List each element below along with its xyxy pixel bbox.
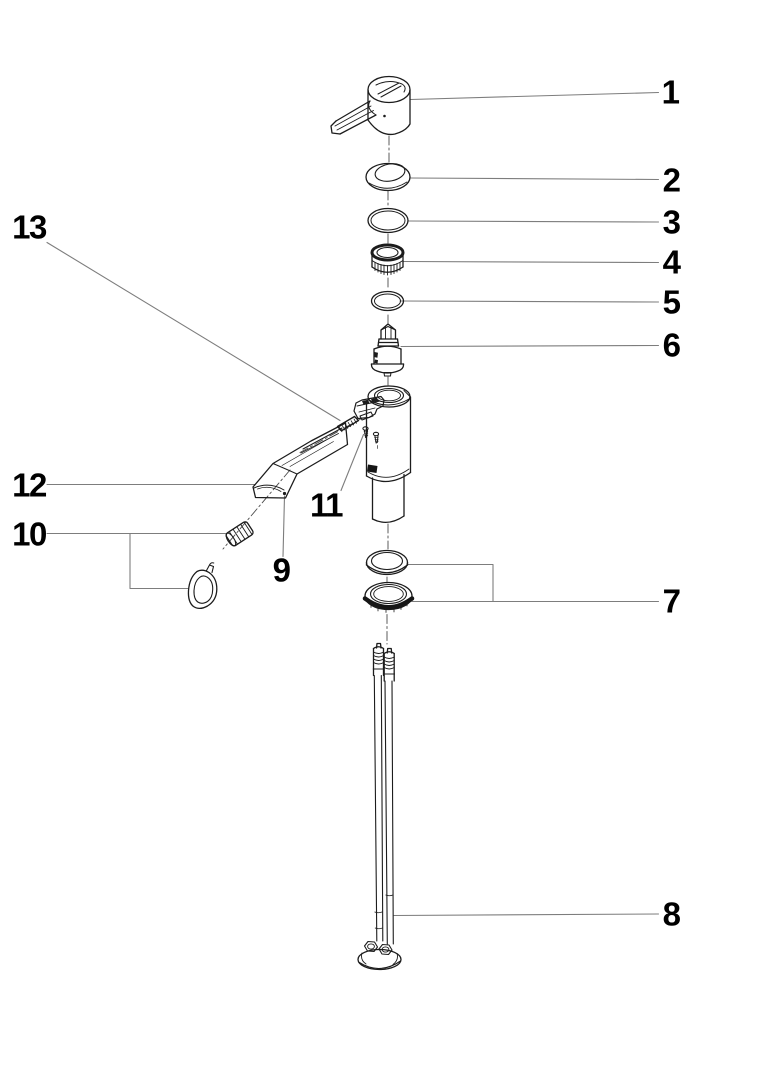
base-ring-drawing [365, 583, 412, 613]
cap-ring-drawing [366, 162, 410, 191]
part-label-13: 13 [12, 208, 46, 246]
base-gasket-drawing [367, 551, 408, 575]
part-label-4: 4 [662, 243, 680, 281]
part-label-11: 11 [310, 486, 342, 524]
connector-pin-drawing [338, 417, 359, 432]
leader-line-9 [283, 496, 285, 557]
leader-line-7 [408, 565, 659, 602]
aerator-insert-drawing [224, 521, 254, 548]
o-ring-small-drawing [372, 292, 404, 311]
service-key-drawing [188, 563, 216, 609]
leader-line-4 [403, 262, 659, 263]
leader-line-2 [410, 178, 659, 180]
part-label-8: 8 [662, 895, 680, 933]
centerline-axis [223, 136, 389, 644]
cartridge-drawing [371, 324, 403, 376]
lever-handle-drawing [331, 77, 410, 135]
part-label-9: 9 [272, 551, 290, 589]
o-ring-large-drawing [368, 209, 408, 233]
supply-hoses-drawing [358, 644, 401, 970]
part-label-2: 2 [662, 161, 680, 199]
leader-line-5 [400, 301, 659, 302]
part-label-1: 1 [661, 73, 679, 111]
part-label-5: 5 [662, 283, 680, 321]
leader-line-13 [47, 243, 340, 421]
set-screw-dot [283, 492, 286, 495]
leader-line-1 [411, 93, 659, 100]
leader-line-10 [47, 534, 227, 589]
leader-line-6 [401, 346, 659, 347]
ring-nut-drawing [372, 245, 403, 275]
leader-line-3 [408, 221, 659, 222]
part-label-10: 10 [12, 515, 46, 553]
part-label-3: 3 [662, 203, 680, 241]
grub-screw-drawing [363, 427, 379, 450]
part-label-7: 7 [662, 582, 680, 620]
leader-line-11 [341, 435, 364, 491]
part-label-6: 6 [662, 326, 680, 364]
leader-line-8 [394, 914, 659, 916]
faucet-body-drawing [367, 386, 411, 522]
part-label-12: 12 [12, 466, 46, 504]
